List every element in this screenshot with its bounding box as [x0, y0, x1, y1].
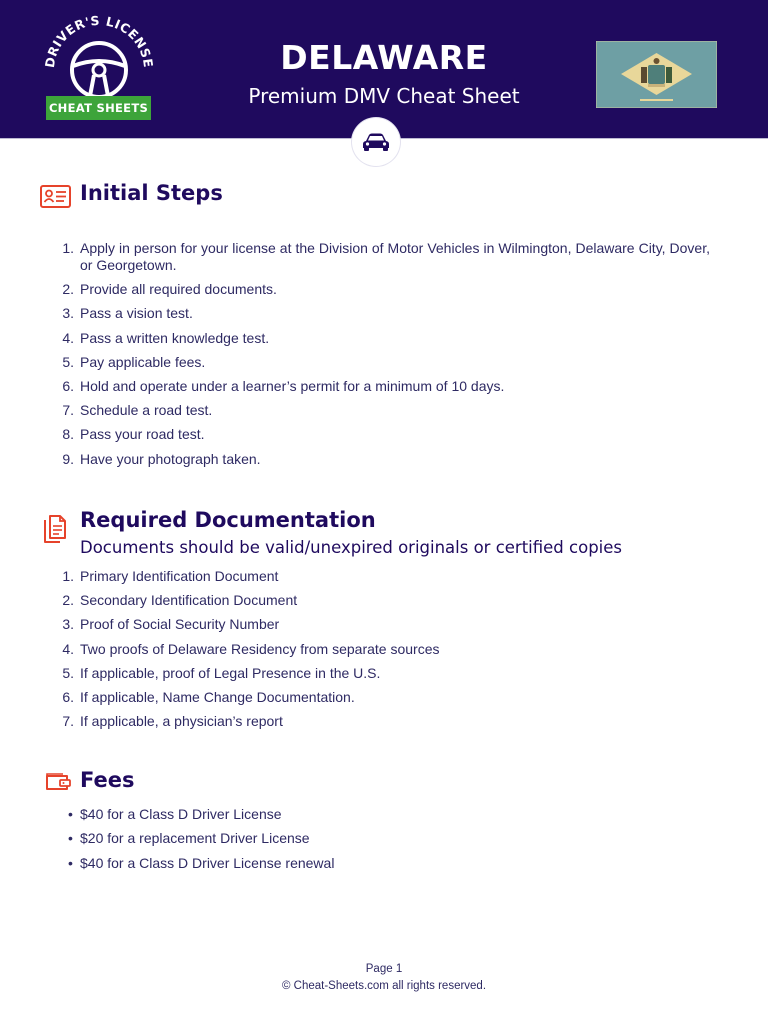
list-item-number: 7. [62, 402, 74, 419]
list-item-text: Provide all required documents. [80, 281, 277, 298]
logo-badge: CHEAT SHEETS [46, 96, 151, 120]
bullet-icon: • [68, 854, 73, 871]
list-item-number: 8. [62, 426, 74, 443]
list-item-number: 6. [62, 377, 74, 394]
list-item [62, 664, 710, 682]
list-item [68, 830, 710, 847]
id-card-icon [40, 185, 71, 208]
page-number: Page 1 [365, 963, 403, 975]
list-item-number: 4. [62, 329, 74, 346]
state-title: DELAWARE [280, 38, 488, 77]
logo-arc-text: DRIVER'S LICENSE [41, 12, 157, 69]
car-icon [362, 132, 390, 152]
fees-list [68, 806, 710, 879]
documents-icon [42, 513, 68, 543]
initial-steps-list [62, 240, 710, 475]
delaware-flag-icon [596, 41, 717, 108]
list-item-text: If applicable, proof of Legal Presence in the U.S. [80, 664, 381, 681]
list-item [62, 568, 710, 585]
list-item-text: Pay applicable fees. [80, 353, 206, 370]
list-item-number: 3. [62, 616, 74, 633]
list-item-text: Pass a vision test. [80, 305, 193, 322]
bullet-icon: • [68, 830, 73, 847]
list-item [62, 592, 710, 609]
list-item-text: Primary Identification Document [80, 568, 279, 584]
section-title-fees: Fees [80, 768, 135, 792]
bullet-icon: • [68, 806, 73, 822]
list-item [62, 426, 710, 443]
list-item-text: Have your photograph taken. [80, 450, 261, 467]
list-item-text: Proof of Social Security Number [80, 616, 280, 633]
list-item-text: $20 for a replacement Driver License [80, 830, 310, 847]
list-item-number: 1. [62, 240, 74, 256]
list-item [62, 305, 710, 322]
list-item [62, 281, 710, 298]
list-item-text: Two proofs of Delaware Residency from separate sources [80, 640, 440, 657]
list-item-number: 3. [62, 305, 74, 322]
list-item [62, 688, 710, 706]
list-item [62, 713, 710, 730]
list-item [62, 377, 710, 395]
wallet-icon [45, 772, 72, 792]
list-item-text: Schedule a road test. [80, 402, 213, 419]
header-banner [0, 0, 768, 138]
list-item [62, 353, 710, 371]
list-item [68, 854, 710, 872]
section-title-required-documentation: Required Documentation [80, 508, 376, 532]
list-item-text: Hold and operate under a learner’s permit for a minimum of 10 days. [80, 377, 505, 394]
required-documentation-list [62, 568, 710, 737]
car-badge [352, 118, 400, 166]
list-item-number: 1. [62, 568, 74, 584]
list-item [62, 616, 710, 633]
list-item [62, 329, 710, 347]
list-item [62, 450, 710, 468]
list-item-text: Apply in person for your license at the Division of Motor Vehicles in Wilmington, Delaware City, Dover, or Georgetown. [80, 240, 710, 273]
list-item-text: If applicable, a physician’s report [80, 713, 283, 730]
list-item [62, 240, 710, 274]
list-item [62, 402, 710, 419]
list-item-number: 7. [62, 713, 74, 730]
list-item [62, 640, 710, 658]
section-title-initial-steps: Initial Steps [80, 181, 223, 205]
list-item-number: 4. [62, 640, 74, 657]
list-item [68, 806, 710, 823]
list-item-number: 5. [62, 353, 74, 370]
list-item-text: Pass a written knowledge test. [80, 329, 270, 346]
list-item-text: If applicable, Name Change Documentation. [80, 688, 355, 705]
list-item-text: Secondary Identification Document [80, 592, 298, 609]
list-item-number: 2. [62, 281, 74, 298]
list-item-number: 2. [62, 592, 74, 609]
list-item-number: 5. [62, 664, 74, 681]
list-item-text: Pass your road test. [80, 426, 205, 443]
list-item-text: $40 for a Class D Driver License renewal [80, 854, 335, 871]
list-item-number: 9. [62, 450, 74, 467]
list-item-text: $40 for a Class D Driver License [80, 806, 282, 822]
copyright: © Cheat-Sheets.com all rights reserved. [281, 980, 487, 992]
page-subtitle: Premium DMV Cheat Sheet [248, 84, 520, 108]
section-subtitle-documentation: Documents should be valid/unexpired originals or certified copies [80, 538, 623, 557]
list-item-number: 6. [62, 688, 74, 705]
